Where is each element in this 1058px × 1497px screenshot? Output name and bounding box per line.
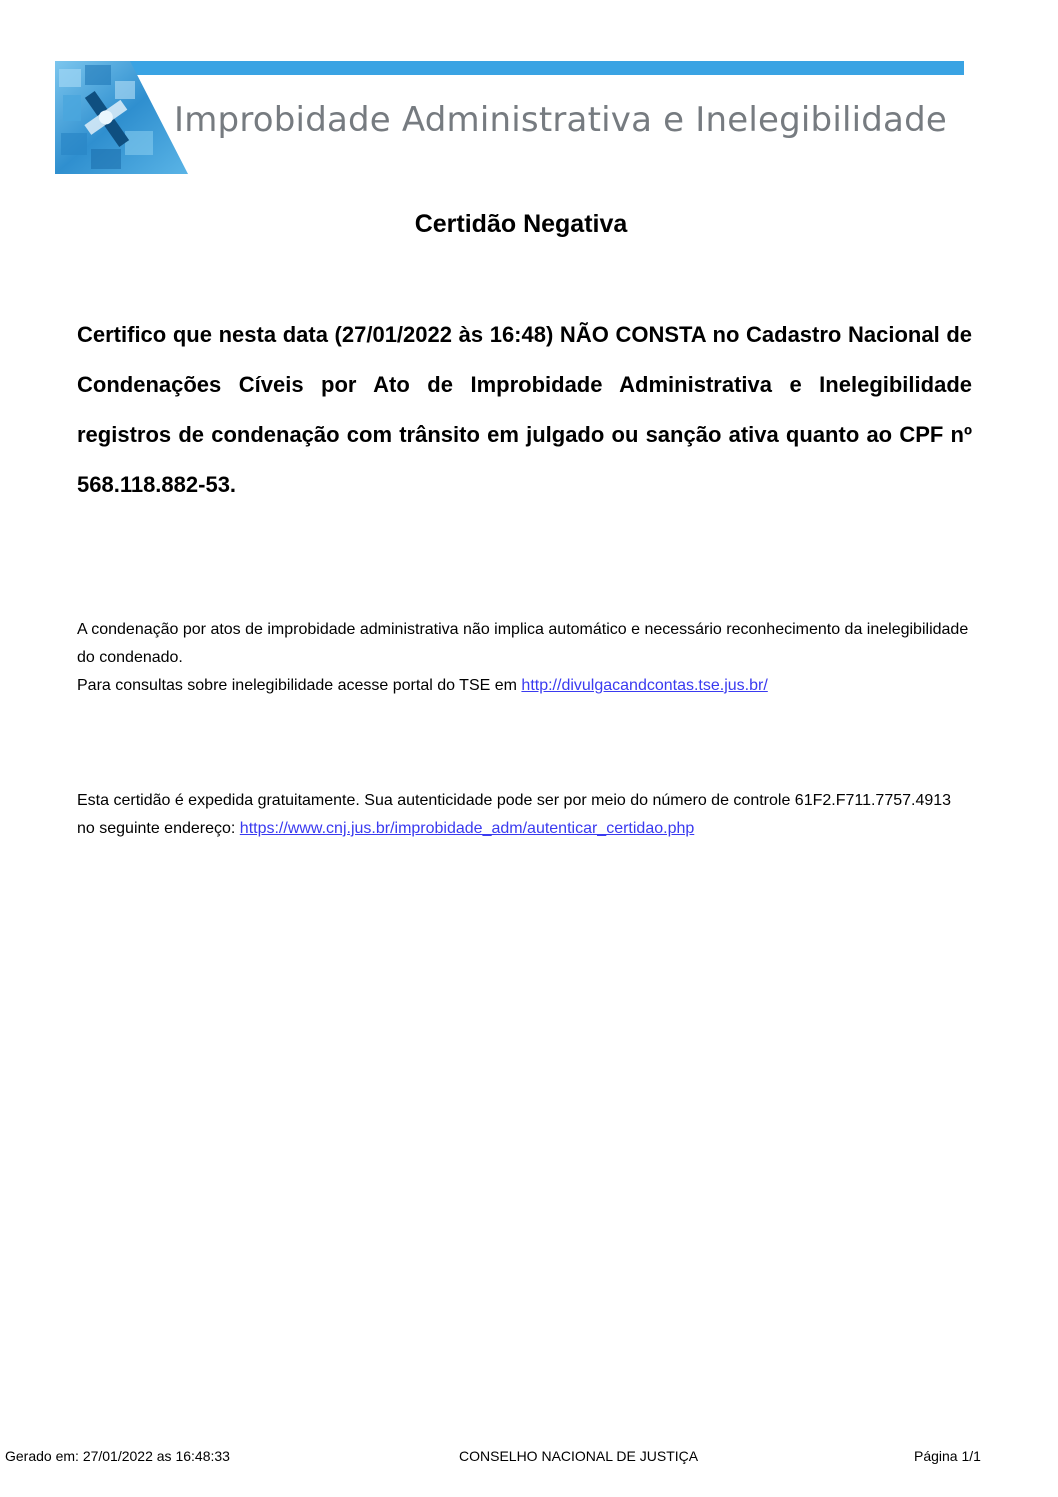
header-accent-bar <box>130 61 964 75</box>
note-tse-consultation <box>77 672 972 700</box>
header-title: Improbidade Administrativa e Inelegibilidade <box>174 100 947 140</box>
authenticate-certificate-link[interactable]: https://www.cnj.jus.br/improbidade_adm/autenticar_certidao.php <box>239 820 695 837</box>
note-tse-text: Para consultas sobre inelegibilidade acesse portal do TSE em <box>77 677 517 694</box>
footer-page-number: Página 1/1 <box>914 1448 981 1464</box>
satellite-logo-icon <box>55 61 188 174</box>
document-title: Certidão Negativa <box>414 210 628 238</box>
note-authenticity <box>77 787 972 843</box>
note-condemnation: A condenação por atos de improbidade administrativa não implica automático e necessário reconhecimento da inelegibilidade do condenado. <box>77 621 969 666</box>
footer-generated-date: Gerado em: 27/01/2022 as 16:48:33 <box>5 1448 230 1464</box>
tse-portal-link[interactable]: http://divulgacandcontas.tse.jus.br/ <box>521 677 768 694</box>
note-authenticity-text: Esta certidão é expedida gratuitamente. Sua autenticidade pode ser por meio do número de controle 61F2.F711.7757.4913 no seguinte endereço: <box>77 792 952 837</box>
certification-statement: Certifico que nesta data (27/01/2022 às 16:48) NÃO CONSTA no Cadastro Nacional de Condenações Cíveis por Ato de Improbidade Administrativa e Inelegibilidade registros de condenação com trânsito em julgado ou sanção ativa quanto ao CPF nº 568.118.882-53. <box>77 322 972 497</box>
footer-organization: CONSELHO NACIONAL DE JUSTIÇA <box>459 1448 699 1464</box>
